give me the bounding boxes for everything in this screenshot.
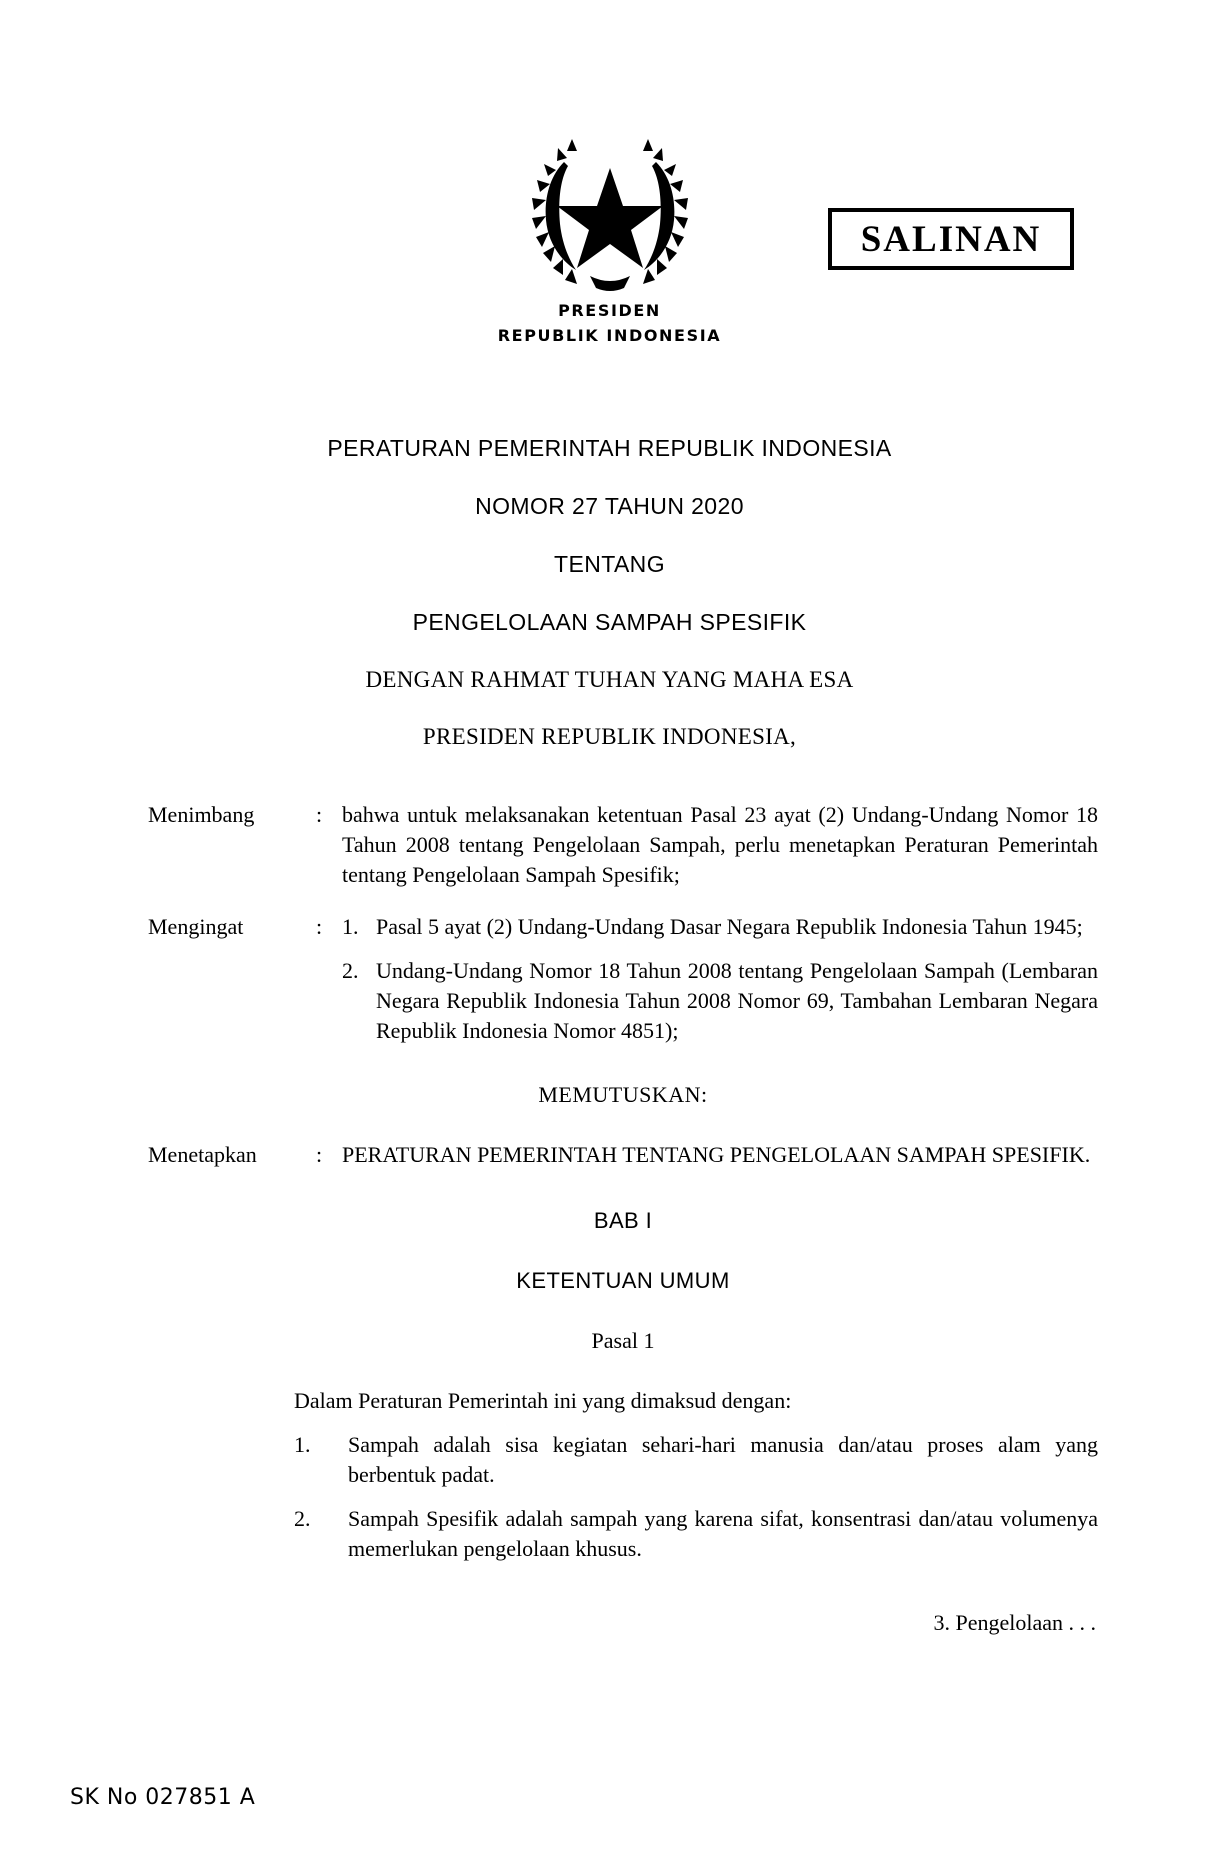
list-item [342, 956, 1098, 1046]
page-continuation-note: 3. Pengelolaan . . . [933, 1610, 1096, 1635]
definitions-section [148, 1386, 1098, 1564]
clause-mengingat [148, 912, 1098, 1046]
clause-menimbang-colon: : [316, 802, 323, 827]
document-title-block [0, 435, 1219, 781]
garuda-star-emblem-icon [520, 128, 700, 298]
chapter-pasal: Pasal 1 [591, 1328, 655, 1353]
document-body [148, 800, 1098, 1638]
list-item-number: 1. [342, 914, 359, 939]
title-blessing: DENGAN RAHMAT TUHAN YANG MAHA ESA [365, 667, 854, 692]
list-item [342, 912, 1098, 942]
title-tentang: TENTANG [554, 551, 665, 577]
clause-menimbang-text: bahwa untuk melaksanakan ketentuan Pasal 23 ayat (2) Undang-Undang Nomor 18 Tahun 2008 tentang Pengelolaan Sampah, perlu menetapkan Peraturan Pemerintah tentang Pengelolaan Sampah Spesifik; [342, 802, 1098, 887]
list-item-text: Undang-Undang Nomor 18 Tahun 2008 tentang Pengelolaan Sampah (Lembaran Negara Republik Indonesia Tahun 2008 Nomor 69, Tambahan Lembaran Negara Republik Indonesia Nomor 4851); [376, 958, 1098, 1043]
list-item-number: 1. [294, 1432, 311, 1457]
clause-menetapkan-text: PERATURAN PEMERINTAH TENTANG PENGELOLAAN SAMPAH SPESIFIK. [342, 1142, 1091, 1167]
memutuskan-heading: MEMUTUSKAN: [538, 1082, 708, 1107]
clause-menetapkan-label: Menetapkan [148, 1142, 257, 1167]
list-item-text: Sampah Spesifik adalah sampah yang karena sifat, konsentrasi dan/atau volumenya memerlukan pengelolaan khusus. [348, 1506, 1098, 1561]
chapter-bab: BAB I [593, 1208, 653, 1233]
title-number: NOMOR 27 TAHUN 2020 [475, 493, 744, 519]
title-subject: PENGELOLAAN SAMPAH SPESIFIK [412, 609, 807, 635]
clause-menimbang-label: Menimbang [148, 802, 255, 827]
list-item-number: 2. [294, 1506, 311, 1531]
list-item-number: 2. [342, 958, 359, 983]
list-item [294, 1504, 1098, 1564]
clause-mengingat-label: Mengingat [148, 914, 244, 939]
clause-menimbang [148, 800, 1098, 890]
title-president: PRESIDEN REPUBLIK INDONESIA, [422, 724, 797, 749]
clause-mengingat-colon: : [316, 914, 323, 939]
clause-menetapkan-colon: : [316, 1142, 323, 1167]
letterhead-line-presiden: PRESIDEN [558, 301, 661, 320]
salinan-stamp-label: SALINAN [860, 218, 1042, 260]
clause-menetapkan [148, 1140, 1098, 1170]
footer-sk-code: SK No 027851 A [70, 1785, 256, 1810]
letterhead-line-republik: REPUBLIK INDONESIA [497, 326, 722, 345]
chapter-title: KETENTUAN UMUM [516, 1268, 730, 1293]
list-item-text: Pasal 5 ayat (2) Undang-Undang Dasar Negara Republik Indonesia Tahun 1945; [376, 914, 1083, 939]
definitions-intro: Dalam Peraturan Pemerintah ini yang dimaksud dengan: [294, 1388, 792, 1413]
salinan-stamp [828, 208, 1074, 270]
chapter-block [148, 1206, 1098, 1356]
list-item-text: Sampah adalah sisa kegiatan sehari-hari manusia dan/atau proses alam yang berbentuk padat. [348, 1432, 1098, 1487]
list-item [294, 1430, 1098, 1490]
clause-mengingat-list [342, 912, 1098, 1046]
title-regulation: PERATURAN PEMERINTAH REPUBLIK INDONESIA [327, 435, 892, 461]
